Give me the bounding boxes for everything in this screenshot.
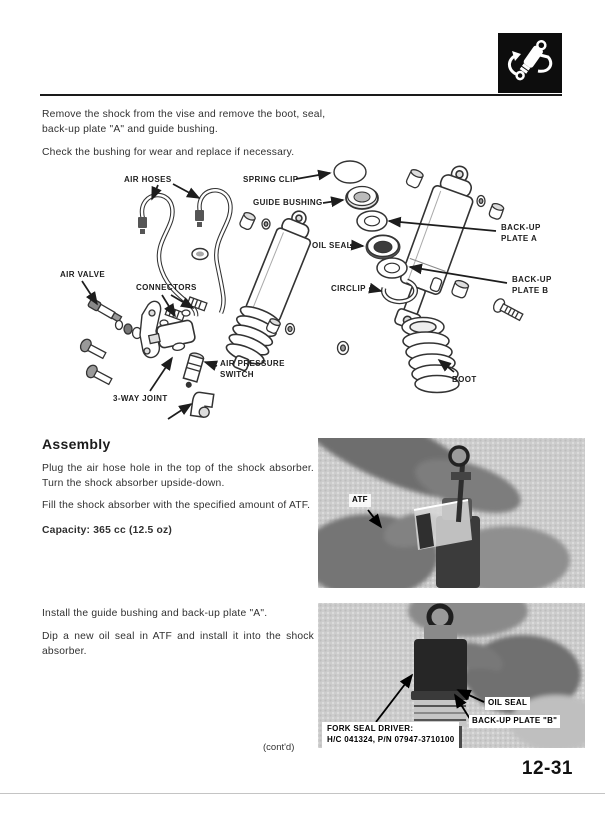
photo2-label-back-up-plate-b: BACK-UP PLATE "B" — [469, 715, 560, 728]
intro-paragraph-2: Check the bushing for wear and replace if necessary. — [42, 147, 295, 158]
diagram-label-boot: BOOT — [452, 375, 477, 384]
diagram-label-air-pressure-switch: AIR PRESSURE SWITCH — [220, 359, 285, 380]
install-paragraph-1: Install the guide bushing and back-up plate "A". — [42, 608, 268, 619]
diagram-label-circlip: CIRCLIP — [331, 284, 366, 293]
footer-rule — [0, 793, 605, 794]
continued-note: (cont'd) — [263, 742, 295, 753]
photo2-label-fork-seal-driver: FORK SEAL DRIVER: H/C 041324, P/N 07947-3710100 — [322, 722, 459, 748]
intro-paragraph-1: Remove the shock from the vise and remove the boot, seal, back-up plate "A" and guide bushing. — [42, 109, 326, 136]
diagram-label-air-hoses: AIR HOSES — [124, 175, 172, 184]
capacity-spec: Capacity: 365 cc (12.5 oz) — [42, 525, 172, 536]
diagram-label-back-up-plate-b: BACK-UP PLATE B — [512, 275, 552, 296]
page-number: 12-31 — [521, 758, 573, 779]
diagram-label-connectors: CONNECTORS — [136, 283, 197, 292]
assembly-paragraph-2: Fill the shock absorber with the specified amount of ATF. — [42, 500, 311, 511]
diagram-label-back-up-plate-a: BACK-UP PLATE A — [501, 223, 541, 244]
photo2-label-oil-seal: OIL SEAL — [485, 697, 530, 710]
assembly-heading: Assembly — [42, 436, 111, 452]
header-rule — [40, 94, 562, 96]
exploded-diagram — [40, 155, 570, 435]
install-paragraph-2: Dip a new oil seal in ATF and install it into the shock absorber. — [42, 631, 314, 658]
photo-oil-seal-install — [318, 603, 585, 748]
diagram-label-guide-bushing: GUIDE BUSHING — [253, 198, 323, 207]
photo1-label-atf: ATF — [349, 494, 371, 507]
assembly-paragraph-1: Plug the air hose hole in the top of the shock absorber. Turn the shock absorber upside-down. — [42, 463, 314, 490]
diagram-label-air-valve: AIR VALVE — [60, 270, 106, 279]
diagram-label-oil-seal: OIL SEAL — [312, 241, 352, 250]
section-shock-absorber-icon — [498, 33, 562, 93]
photo-filling-atf — [318, 438, 585, 588]
diagram-label-spring-clip: SPRING CLIP — [243, 175, 299, 184]
diagram-label-3-way-joint: 3-WAY JOINT — [113, 394, 168, 403]
